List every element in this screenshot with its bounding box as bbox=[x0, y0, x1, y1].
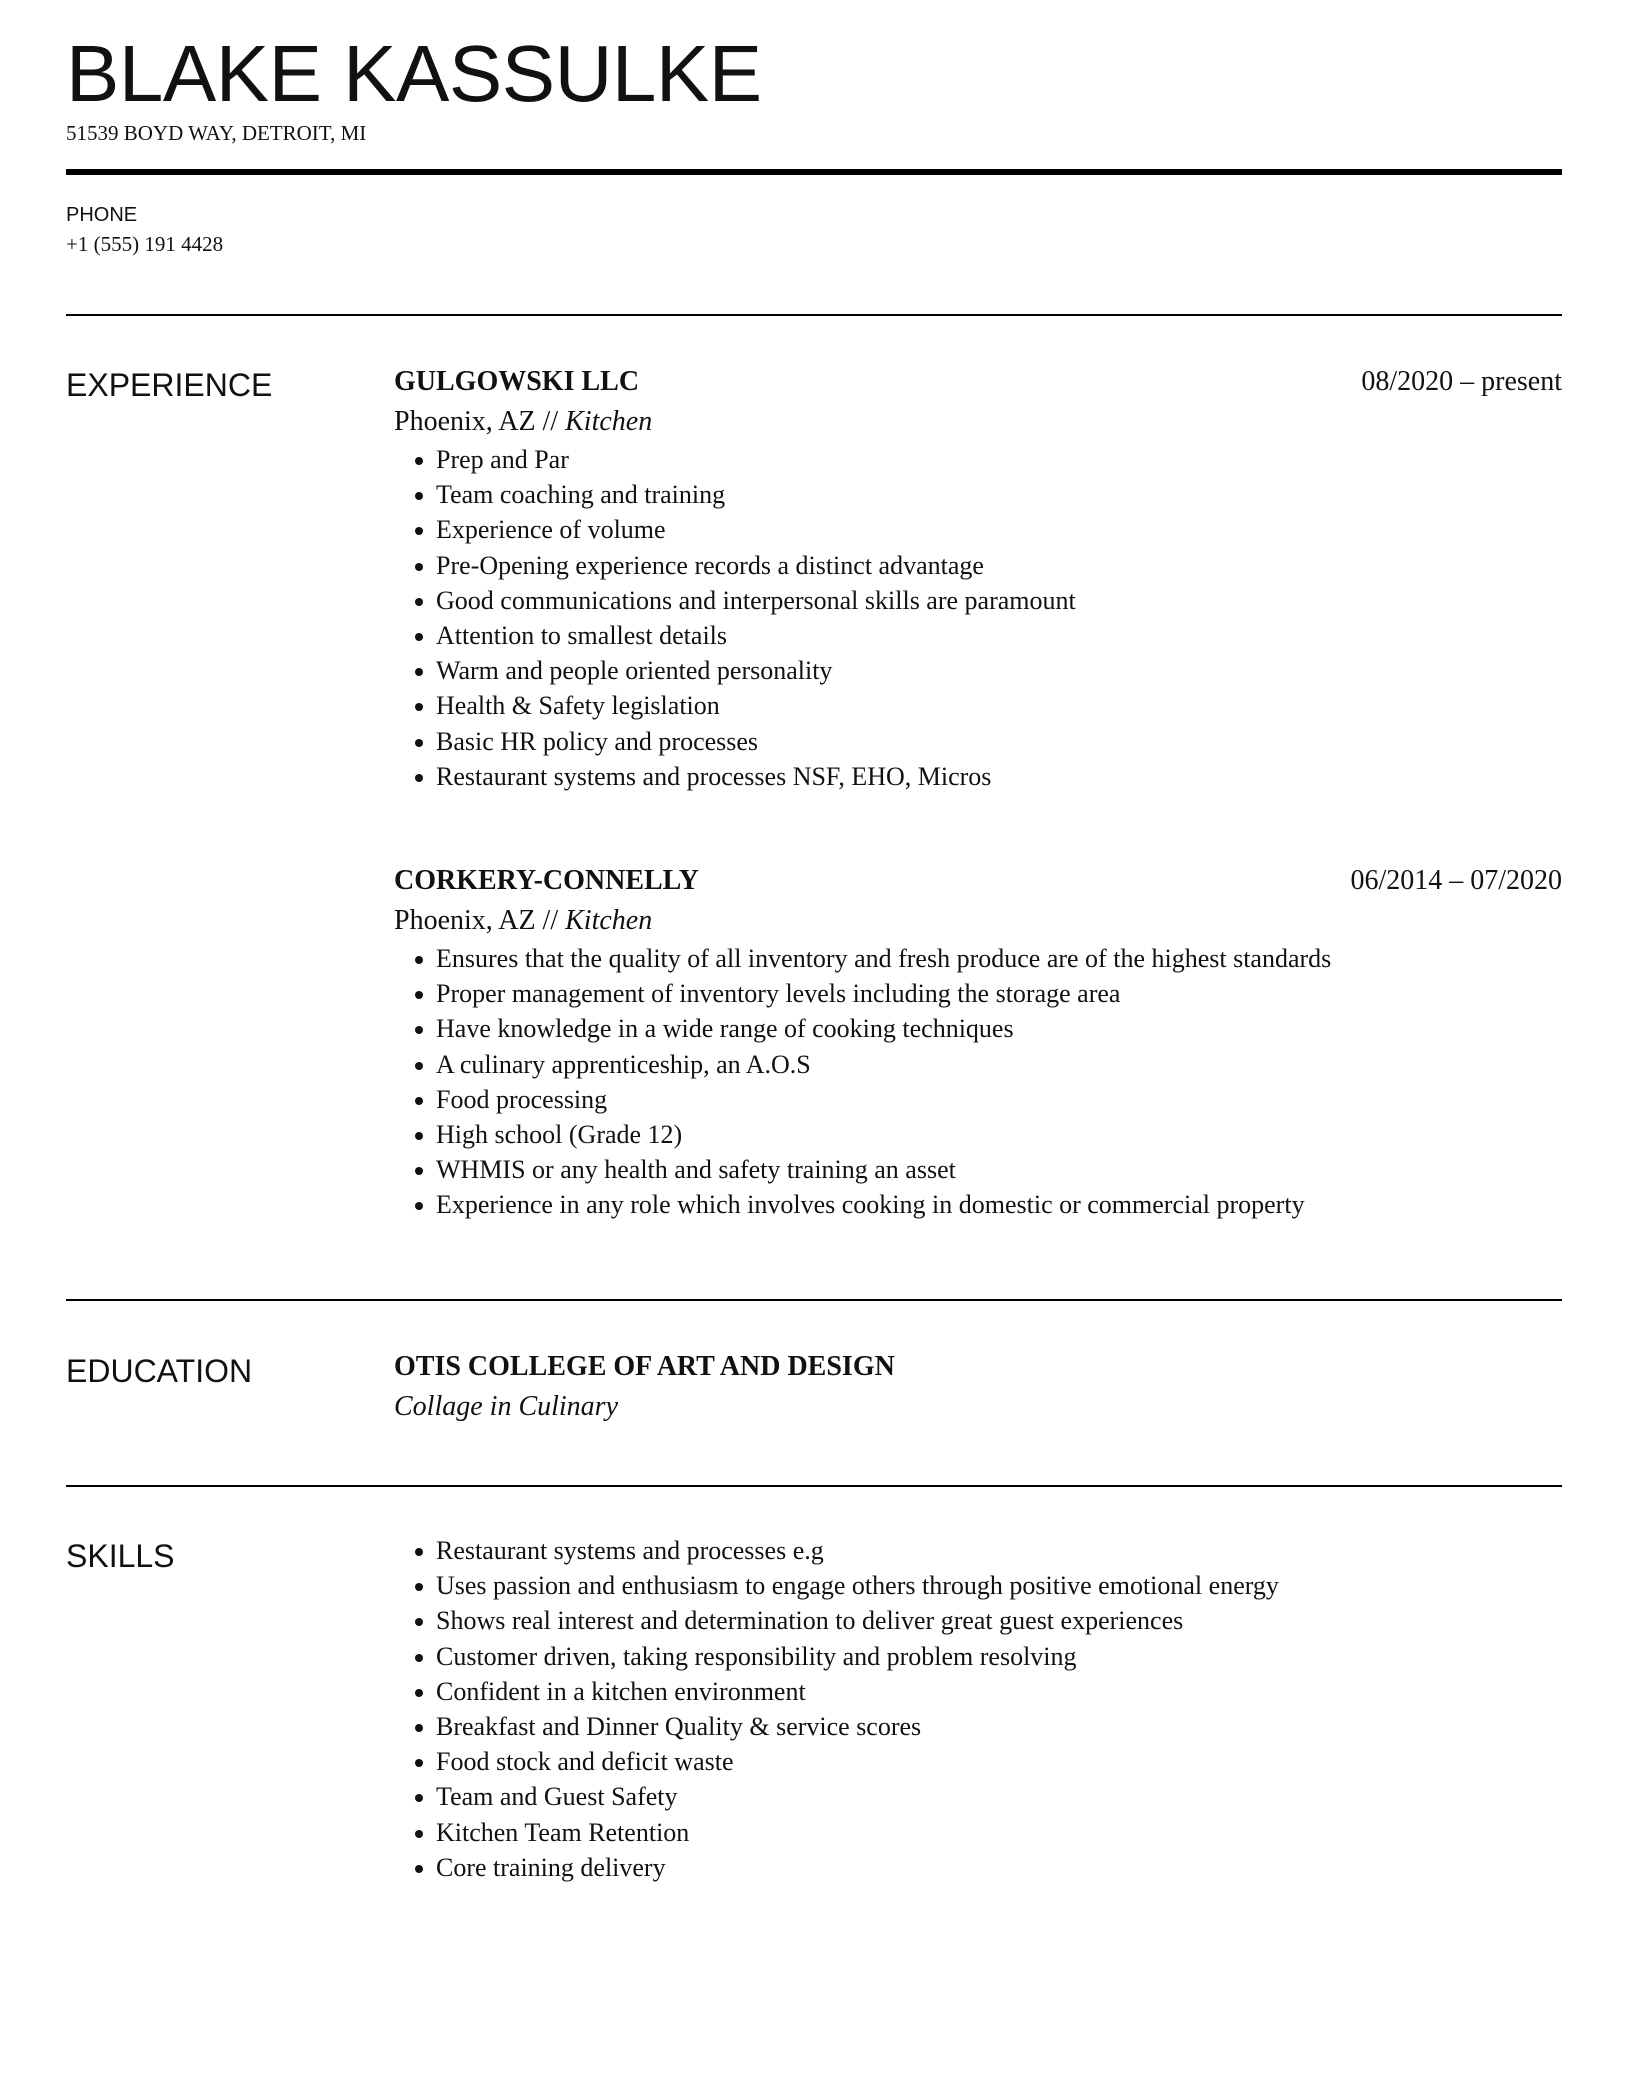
job-entry bbox=[394, 362, 1562, 794]
list-item: Confident in a kitchen environment bbox=[394, 1674, 1562, 1709]
degree-name: Collage in Culinary bbox=[394, 1391, 618, 1422]
skills-list bbox=[394, 1533, 1562, 1885]
job-location-line bbox=[394, 901, 1562, 941]
list-item: Shows real interest and determination to deliver great guest experiences bbox=[394, 1603, 1562, 1638]
job-location: Phoenix, AZ // bbox=[394, 406, 559, 437]
list-item: Experience of volume bbox=[394, 512, 1562, 547]
list-item: Prep and Par bbox=[394, 442, 1562, 477]
list-item: Warm and people oriented personality bbox=[394, 653, 1562, 688]
job-entry bbox=[394, 861, 1562, 1223]
education-divider bbox=[66, 1485, 1562, 1487]
list-item: WHMIS or any health and safety training an asset bbox=[394, 1152, 1562, 1187]
job-dates: 08/2020 – present bbox=[1361, 366, 1562, 397]
candidate-name: BLAKE KASSULKE bbox=[66, 29, 762, 118]
list-item: Attention to smallest details bbox=[394, 618, 1562, 653]
list-item: Food processing bbox=[394, 1082, 1562, 1117]
list-item: Have knowledge in a wide range of cooking techniques bbox=[394, 1011, 1562, 1046]
list-item: Uses passion and enthusiasm to engage others through positive emotional energy bbox=[394, 1568, 1562, 1603]
job-location-line bbox=[394, 402, 1562, 442]
contact-divider bbox=[66, 314, 1562, 316]
list-item: Pre-Opening experience records a distinct advantage bbox=[394, 548, 1562, 583]
list-item: High school (Grade 12) bbox=[394, 1117, 1562, 1152]
list-item: Restaurant systems and processes e.g bbox=[394, 1533, 1562, 1568]
list-item: Good communications and interpersonal skills are paramount bbox=[394, 583, 1562, 618]
job-company: CORKERY-CONNELLY bbox=[394, 865, 700, 896]
list-item: Core training delivery bbox=[394, 1850, 1562, 1885]
experience-heading: EXPERIENCE bbox=[66, 367, 273, 403]
list-item: Experience in any role which involves cooking in domestic or commercial property bbox=[394, 1187, 1562, 1222]
list-item: Ensures that the quality of all inventory and fresh produce are of the highest standards bbox=[394, 941, 1562, 976]
job-department: Kitchen bbox=[565, 406, 653, 437]
header-divider bbox=[66, 169, 1562, 175]
job-location: Phoenix, AZ // bbox=[394, 905, 559, 936]
phone-value: +1 (555) 191 4428 bbox=[66, 232, 224, 256]
list-item: A culinary apprenticeship, an A.O.S bbox=[394, 1047, 1562, 1082]
phone-label: PHONE bbox=[66, 204, 138, 226]
list-item: Restaurant systems and processes NSF, EHO, Micros bbox=[394, 759, 1562, 794]
job-duties-list bbox=[394, 941, 1562, 1223]
education-heading: EDUCATION bbox=[66, 1353, 253, 1389]
education-entry bbox=[394, 1347, 1562, 1427]
skills-entry bbox=[394, 1533, 1562, 1885]
job-duties-list bbox=[394, 442, 1562, 794]
list-item: Food stock and deficit waste bbox=[394, 1744, 1562, 1779]
list-item: Kitchen Team Retention bbox=[394, 1815, 1562, 1850]
school-name: OTIS COLLEGE OF ART AND DESIGN bbox=[394, 1351, 895, 1382]
job-header bbox=[394, 861, 1562, 901]
list-item: Health & Safety legislation bbox=[394, 688, 1562, 723]
list-item: Proper management of inventory levels including the storage area bbox=[394, 976, 1562, 1011]
job-company: GULGOWSKI LLC bbox=[394, 366, 640, 397]
job-dates: 06/2014 – 07/2020 bbox=[1350, 865, 1562, 896]
experience-divider bbox=[66, 1299, 1562, 1301]
candidate-address: 51539 BOYD WAY, DETROIT, MI bbox=[66, 121, 367, 145]
list-item: Customer driven, taking responsibility and problem resolving bbox=[394, 1639, 1562, 1674]
job-department: Kitchen bbox=[565, 905, 653, 936]
list-item: Team and Guest Safety bbox=[394, 1779, 1562, 1814]
list-item: Breakfast and Dinner Quality & service scores bbox=[394, 1709, 1562, 1744]
skills-heading: SKILLS bbox=[66, 1538, 175, 1574]
job-header bbox=[394, 362, 1562, 402]
list-item: Basic HR policy and processes bbox=[394, 724, 1562, 759]
list-item: Team coaching and training bbox=[394, 477, 1562, 512]
